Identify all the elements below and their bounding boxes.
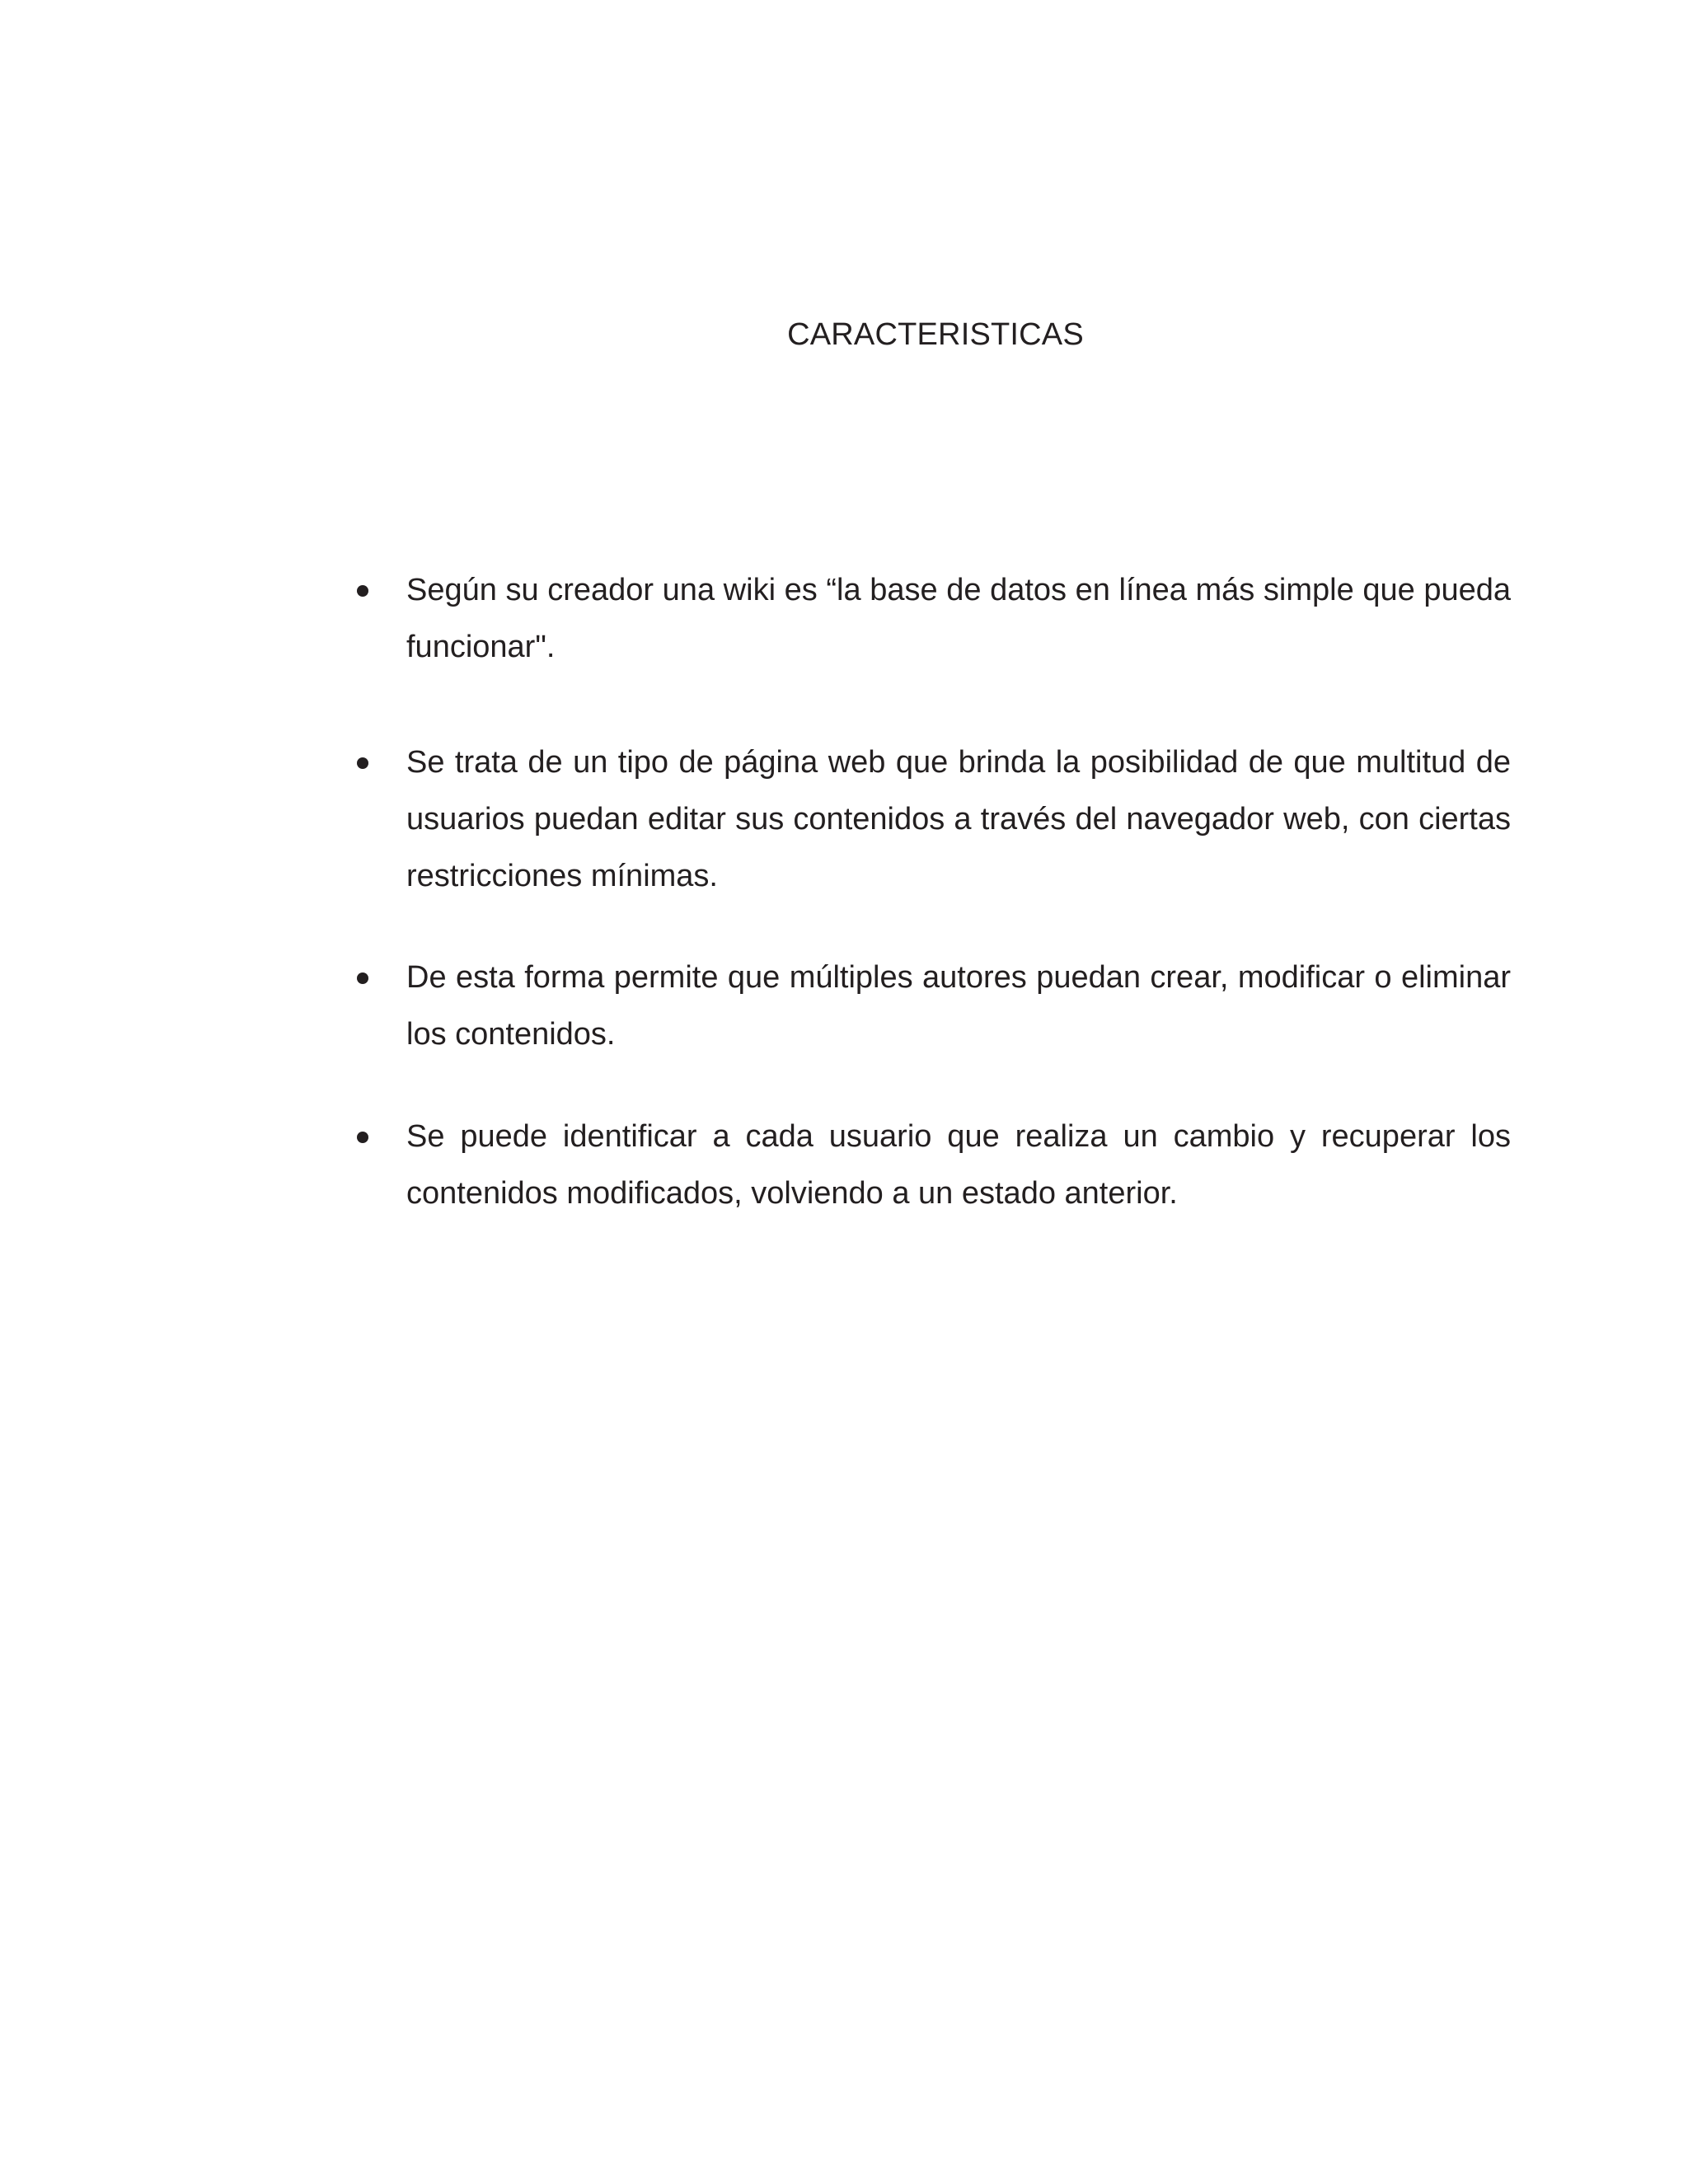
bullet-dot-icon [357,757,368,769]
list-item [406,734,1511,905]
bullet-text: De esta forma permite que múltiples autores puedan crear, modificar o eliminar los contenidos. [406,960,1511,1052]
list-item [406,1108,1511,1222]
bullet-list [406,562,1511,1281]
page-title: CARACTERISTICAS [787,317,1084,352]
bullet-text: Se trata de un tipo de página web que brinda la posibilidad de que multitud de usuarios puedan editar sus contenidos a través del navegador web, con ciertas restricciones mínimas. [406,745,1511,893]
bullet-text: Se puede identificar a cada usuario que realiza un cambio y recuperar los contenidos modificados, volviendo a un estado anterior. [406,1119,1511,1211]
list-item [406,949,1511,1063]
bullet-dot-icon [357,1132,368,1143]
bullet-dot-icon [357,585,368,597]
bullet-dot-icon [357,972,368,984]
bullet-text: Según su creador una wiki es “la base de datos en línea más simple que pueda funcionar". [406,573,1511,664]
list-item [406,562,1511,676]
